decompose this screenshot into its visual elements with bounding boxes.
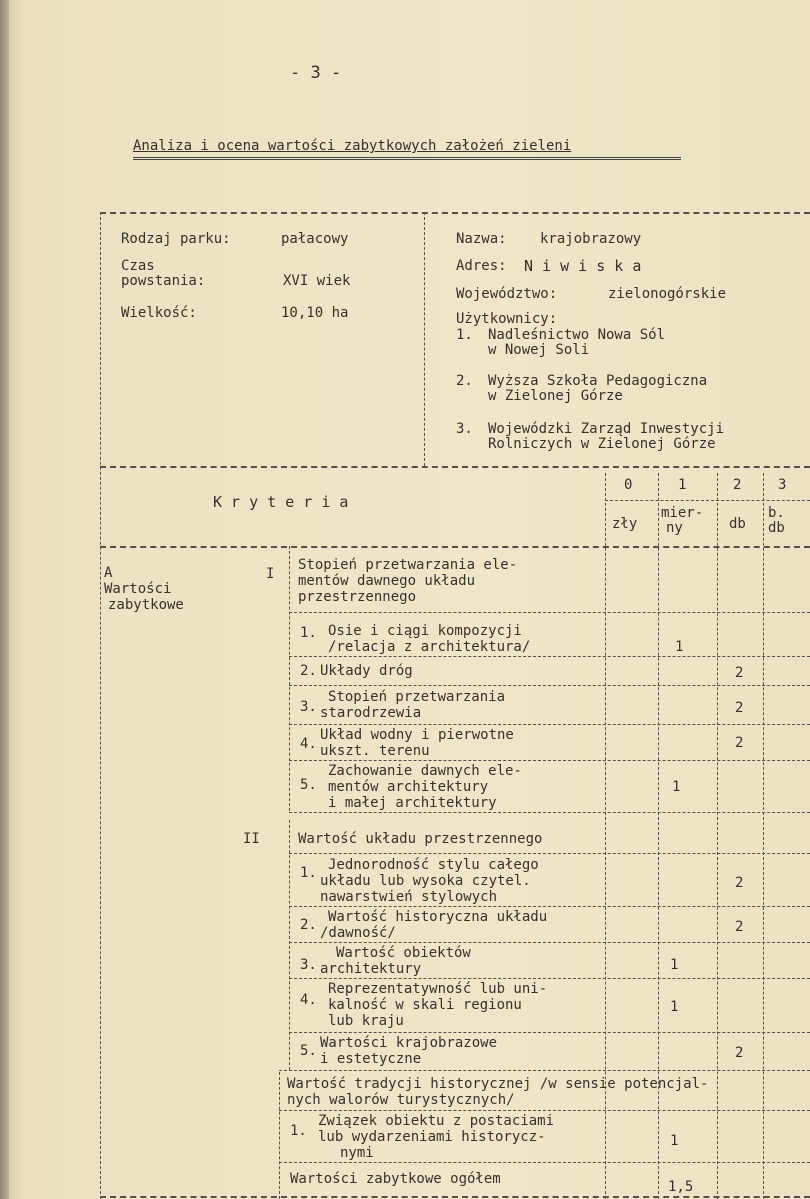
user-2-num: 2. — [456, 373, 473, 389]
score-2-num: 2 — [733, 477, 742, 493]
row-divider — [289, 685, 810, 686]
item-line: Reprezentatywność lub uni- — [328, 981, 548, 997]
group-i-roman: I — [266, 566, 275, 582]
item-line: /relacja z architektura/ — [328, 639, 531, 655]
item-line: i małej architektury — [328, 795, 497, 811]
group-ii-roman: II — [243, 831, 260, 847]
item-line: Układ wodny i pierwotne — [320, 727, 514, 743]
user-1-line1: Nadleśnictwo Nowa Sól — [488, 327, 666, 343]
item-num: 2. — [300, 663, 317, 679]
uzytkownicy-label: Użytkownicy: — [456, 311, 558, 327]
section-a-line2: zabytkowe — [108, 597, 184, 613]
item-line: Jednorodność stylu całego — [328, 857, 539, 873]
item-num: 1. — [290, 1123, 307, 1139]
item-line: mentów architektury — [328, 779, 489, 795]
score-0-num: 0 — [624, 477, 633, 493]
info-bottom-border — [100, 466, 810, 468]
binding-edge — [0, 0, 9, 1199]
info-divider — [424, 212, 425, 466]
item-line: ukszt. terenu — [320, 743, 430, 759]
group-i-line2: mentów dawnego układu — [298, 573, 476, 589]
row-divider — [289, 812, 810, 813]
adres-label: Adres: — [456, 258, 507, 274]
item-line: lub wydarzeniami historycz- — [318, 1129, 546, 1145]
total-label: Wartości zabytkowe ogółem — [290, 1171, 501, 1187]
item-score: 2 — [735, 875, 744, 891]
wielkosc-label: Wielkość: — [121, 305, 197, 321]
item-score: 2 — [735, 1045, 744, 1061]
user-1-num: 1. — [456, 327, 473, 343]
score-3-num: 3 — [778, 477, 787, 493]
adres-value: N i w i s k a — [524, 257, 642, 275]
item-score: 1 — [675, 639, 684, 655]
row-divider — [289, 1032, 810, 1033]
criteria-header-bottom — [100, 546, 810, 548]
row-divider — [289, 978, 810, 979]
score-3-word2: db — [768, 520, 785, 536]
item-line: układu lub wysoka czytel. — [320, 873, 531, 889]
user-2-line2: w Zielonej Górze — [488, 388, 623, 404]
table-bottom-border — [100, 1196, 810, 1198]
item-line: nawarstwień stylowych — [320, 889, 498, 905]
group-iii-left-border — [279, 1072, 280, 1199]
nazwa-value: krajobrazowy — [540, 231, 642, 247]
wojewodztwo-label: Województwo: — [456, 286, 558, 302]
item-num: 5. — [300, 777, 317, 793]
row-divider — [289, 724, 810, 725]
item-score: 2 — [735, 665, 744, 681]
item-line: architektury — [320, 961, 422, 977]
item-num: 4. — [300, 992, 317, 1008]
score-header-divider — [605, 500, 810, 501]
page-number: - 3 - — [290, 63, 342, 83]
group-iii-line2: nych walorów turystycznych/ — [287, 1092, 515, 1108]
row-divider — [289, 612, 810, 613]
criteria-label: K r y t e r i a — [213, 493, 349, 511]
score-1-word2: ny — [666, 520, 683, 536]
item-line: Zachowanie dawnych ele- — [328, 763, 522, 779]
rodzaj-value: pałacowy — [281, 231, 349, 247]
nazwa-label: Nazwa: — [456, 231, 507, 247]
item-score: 2 — [735, 700, 744, 716]
item-num: 1. — [300, 625, 317, 641]
item-num: 1. — [300, 865, 317, 881]
wielkosc-value: 10,10 ha — [281, 305, 349, 321]
item-line: lub kraju — [328, 1013, 404, 1029]
item-line: i estetyczne — [320, 1051, 422, 1067]
item-line: Wartości krajobrazowe — [320, 1035, 498, 1051]
czas-label-2: powstania: — [121, 273, 206, 289]
item-num: 3. — [300, 957, 317, 973]
item-num: 4. — [300, 736, 317, 752]
group-iii-line1: Wartość tradycji historycznej /w sensie potencjal- — [287, 1076, 709, 1092]
item-line: nymi — [340, 1145, 374, 1161]
item-line: Wartość historyczna układu — [328, 909, 548, 925]
section-a-letter: A — [104, 565, 113, 581]
czas-value: XVI wiek — [283, 273, 351, 289]
item-score: 1 — [670, 1133, 679, 1149]
table-top-border — [100, 212, 810, 214]
score-1-num: 1 — [678, 477, 687, 493]
czas-label-1: Czas — [121, 258, 155, 274]
user-3-num: 3. — [456, 421, 473, 437]
item-line: Związek obiektu z postaciami — [318, 1113, 555, 1129]
item-score: 1 — [670, 999, 679, 1015]
table-left-border — [100, 212, 101, 1199]
item-line: Wartość obiektów — [336, 945, 471, 961]
wojewodztwo-value: zielonogórskie — [608, 286, 727, 302]
document-title: Analiza i ocena wartości zabytkowych założeń zieleni — [133, 138, 572, 154]
item-score: 2 — [735, 919, 744, 935]
score-1-word1: mier- — [661, 505, 704, 521]
user-3-line2: Rolniczych w Zielonej Górze — [488, 436, 716, 452]
score-3-word1: b. — [768, 505, 785, 521]
item-line: Układy dróg — [320, 663, 413, 679]
item-num: 2. — [300, 917, 317, 933]
row-divider — [289, 760, 810, 761]
group-i-line3: przestrzennego — [298, 589, 417, 605]
total-value: 1,5 — [668, 1179, 694, 1195]
score-col-line-2 — [717, 473, 718, 1199]
item-score: 1 — [670, 957, 679, 973]
score-col-line-3 — [763, 473, 764, 1199]
rodzaj-label: Rodzaj parku: — [121, 231, 231, 247]
row-divider — [289, 656, 810, 657]
row-divider — [279, 1162, 810, 1163]
item-num: 3. — [300, 699, 317, 715]
row-divider — [289, 853, 810, 854]
item-line: kalność w skali regionu — [328, 997, 522, 1013]
user-1-line2: w Nowej Soli — [488, 342, 590, 358]
item-score: 1 — [672, 779, 681, 795]
row-divider — [279, 1070, 810, 1071]
group-i-left-border — [289, 546, 290, 811]
score-2-word: db — [729, 516, 746, 532]
item-line: Stopień przetwarzania — [328, 689, 506, 705]
item-line: /dawność/ — [320, 925, 396, 941]
item-num: 5. — [300, 1043, 317, 1059]
section-a-line1: Wartości — [104, 581, 172, 597]
item-line: Osie i ciągi kompozycji — [328, 623, 522, 639]
user-3-line1: Wojewódzki Zarząd Inwestycji — [488, 421, 725, 437]
group-i-line1: Stopień przetwarzania ele- — [298, 557, 518, 573]
title-double-underline — [133, 157, 681, 160]
score-0-word: zły — [612, 516, 638, 532]
row-divider — [289, 906, 810, 907]
item-score: 2 — [735, 735, 744, 751]
row-divider — [279, 1110, 810, 1111]
group-ii-line1: Wartość układu przestrzennego — [298, 831, 543, 847]
user-2-line1: Wyższa Szkoła Pedagogiczna — [488, 373, 708, 389]
item-line: starodrzewia — [320, 705, 422, 721]
row-divider — [289, 942, 810, 943]
